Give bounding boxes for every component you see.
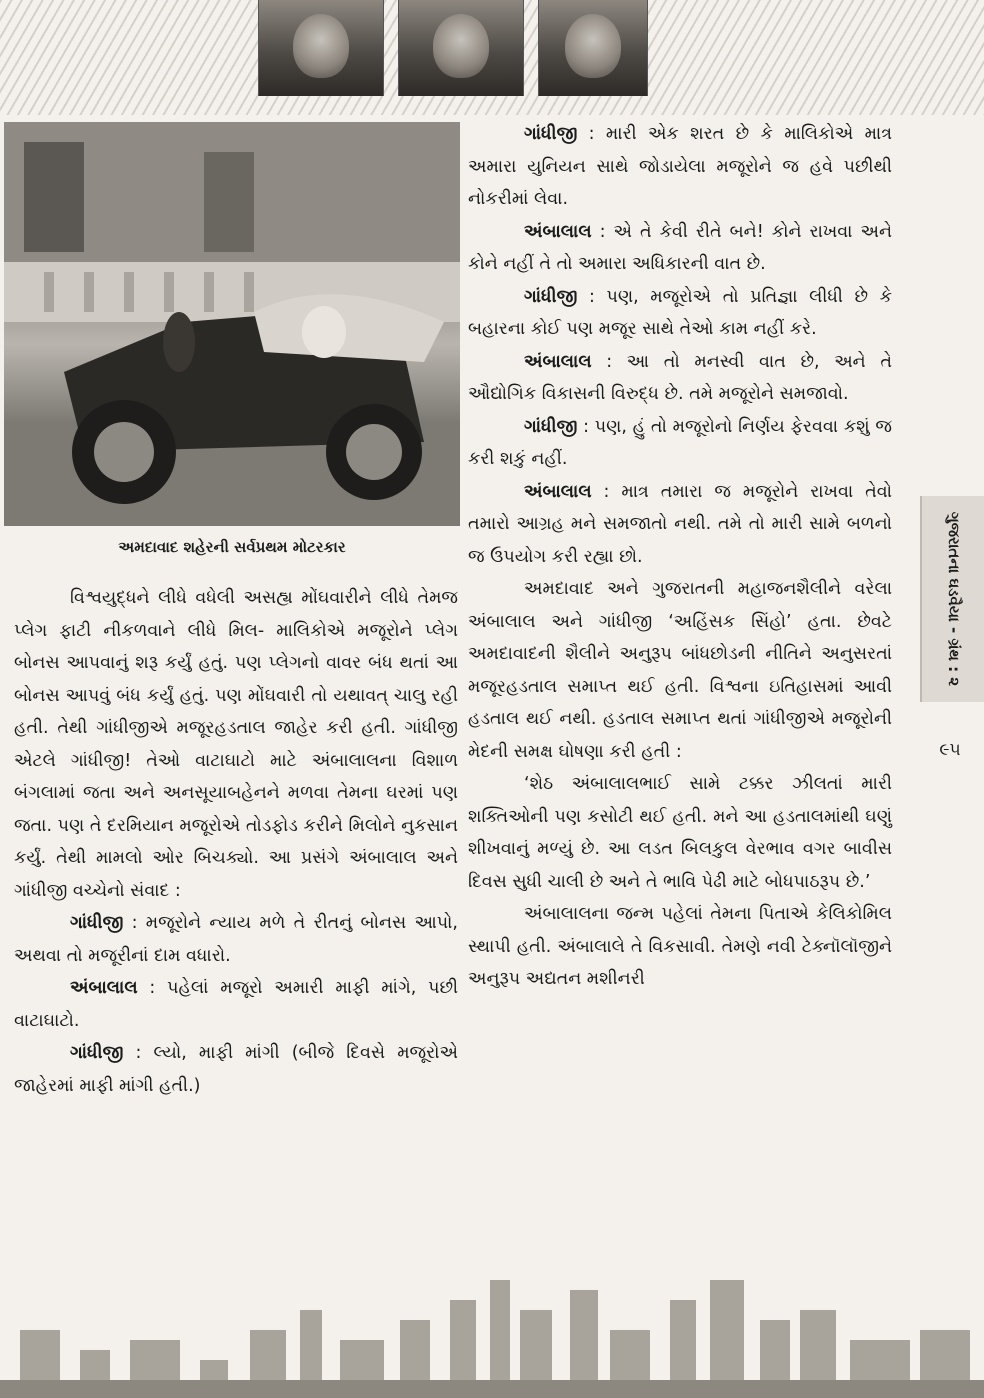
- speaker-name: ગાંધીજી: [70, 913, 124, 933]
- left-column: [14, 582, 458, 1102]
- speaker-name: અંબાલાલ: [70, 978, 138, 998]
- intro-paragraph: વિશ્વયુદ્ધને લીધે વધેલી અસહ્ય મોંઘવારીને લીધે તેમજ પ્લેગ ફાટી નીકળવાને લીધે મિલ- માલિકોએ મજૂરોને પ્લેગ બોનસ આપવાનું શરૂ કર્યું હતું. પણ પ્લેગનો વાવર બંધ થતાં આ બોનસ આપવું બંધ કર્યું હતું. પણ મોંઘવારી તો યથાવત્ ચાલુ રહી હતી. તેથી ગાંધીજીએ મજૂરહડતાલ જાહેર કરી હતી. ગાંધીજી એટલે ગાંધીજી! તેઓ વાટાઘાટો માટે અંબાલાલના વિશાળ બંગલામાં જતા અને અનસૂયાબહેનને મળવા તેમના ઘરમાં પણ જતા. પણ તે દરમિયાન મજૂરોએ તોડફોડ કરીને મિલોને નુકસાન કર્યું. તેથી મામલો ઓર બિચક્યો. આ પ્રસંગે અંબાલાલ અને ગાંધીજી વચ્ચેનો સંવાદ :: [14, 588, 458, 901]
- speaker-name: અંબાલાલ: [524, 221, 592, 242]
- side-tab-label: ગુજરાતના ઘડવૈયા - ગ્રંથ : ૨: [945, 511, 963, 687]
- speaker-name: અંબાલાલ: [524, 481, 592, 502]
- dialogue-text: : માત્ર તમારા જ મજૂરોને રાખવા તેવો તમારો આગ્રહ મને સમજાતો નથી. તમે તો મારી સામે બળનો જ ઉપયોગ કરી રહ્યા છો.: [468, 481, 892, 567]
- speaker-name: ગાંધીજી: [524, 286, 578, 307]
- quote-paragraph: ‘શેઠ અંબાલાલભાઈ સામે ટક્કર ઝીલતાં મારી શક્તિઓની પણ કસોટી થઈ હતી. મને આ હડતાલમાંથી ઘણું શીખવાનું મળ્યું છે. આ લડત બિલકુલ વેરભાવ વગર બાવીસ દિવસ સુધી ચાલી છે અને તે ભાવિ પેઢી માટે બોધપાઠરૂપ છે.’: [468, 774, 892, 892]
- dialogue-text: : મારી એક શરત છે કે માલિકોએ માત્ર અમારા યુનિયન સાથે જોડાયેલા મજૂરોને જ હવે પછીથી નોકરીમાં લેવા.: [468, 124, 892, 209]
- dialogue-line: [468, 411, 892, 476]
- book-title-side-tab: [920, 496, 984, 702]
- dialogue-text: : એ તે કેવી રીતે બને! કોને રાખવા અને કોને નહીં તે તો અમારા અધિકારની વાત છે.: [468, 221, 892, 274]
- dialogue-line: [14, 1037, 458, 1102]
- speaker-name: અંબાલાલ: [524, 351, 592, 372]
- narrative-paragraph: અમદાવાદ અને ગુજરાતની મહાજનશૈલીને વરેલા અંબાલાલ અને ગાંધીજી ‘અહિંસક સિંહો’ હતા. છેવટે અમદાવાદની શૈલીને અનુરૂપ બાંધછોડની નીતિને અનુસરતાં મજૂરહડતાલ સમાપ્ત થઈ હતી. વિશ્વના ઇતિહાસમાં આવી હડતાલ થઈ નથી. હડતાલ સમાપ્ત થતાં ગાંધીજીએ મજૂરોની મેદની સમક્ષ ઘોષણા કરી હતી :: [468, 579, 892, 762]
- dialogue-line: [468, 118, 892, 216]
- motorcar-photo: [4, 122, 460, 526]
- speaker-name: ગાંધીજી: [70, 1043, 124, 1063]
- portrait-photo-1: [258, 0, 384, 96]
- dialogue-line: [14, 907, 458, 972]
- portrait-photo-3: [538, 0, 648, 96]
- dialogue-line: [468, 346, 892, 411]
- dialogue-line: [468, 281, 892, 346]
- dialogue-text: : પણ, હું તો મજૂરોનો નિર્ણય ફેરવવા કશું જ કરી શકું નહીં.: [468, 416, 892, 469]
- dialogue-text: : પણ, મજૂરોએ તો પ્રતિજ્ઞા લીધી છે કે બહારના કોઈ પણ મજૂર સાથે તેઓ કામ નહીં કરે.: [468, 286, 892, 339]
- portrait-photo-2: [398, 0, 524, 96]
- dialogue-text: : આ તો મનસ્વી વાત છે, અને તે ઔદ્યોગિક વિકાસની વિરુદ્ધ છે. તમે મજૂરોને સમજાવો.: [468, 351, 892, 404]
- dialogue-text: : લ્યો, માફી માંગી (બીજે દિવસે મજૂરોએ જાહેરમાં માફી માંગી હતી.): [14, 1043, 458, 1096]
- right-column: [468, 118, 892, 996]
- dialogue-line: [468, 216, 892, 281]
- speaker-name: ગાંધીજી: [524, 416, 578, 437]
- photo-caption: અમદાવાદ શહેરની સર્વપ્રથમ મોટરકાર: [118, 538, 346, 556]
- dialogue-text: : મજૂરોને ન્યાય મળે તે રીતનું બોનસ આપો, અથવા તો મજૂરીનાં દામ વધારો.: [14, 913, 458, 966]
- page-number: ૯૫: [939, 740, 961, 760]
- city-skyline-decoration: [0, 1270, 984, 1398]
- dialogue-line: [468, 476, 892, 574]
- speaker-name: ગાંધીજી: [524, 124, 578, 144]
- dialogue-line: [14, 972, 458, 1037]
- narrative-paragraph: અંબાલાલના જન્મ પહેલાં તેમના પિતાએ કેલિકોમિલ સ્થાપી હતી. અંબાલાલે તે વિકસાવી. તેમણે નવી ટેક્નૉલૉજીને અનુરૂપ અદ્યતન મશીનરી: [468, 904, 892, 989]
- dialogue-text: : પહેલાં મજૂરો અમારી માફી માંગે, પછી વાટાઘાટો.: [14, 978, 458, 1031]
